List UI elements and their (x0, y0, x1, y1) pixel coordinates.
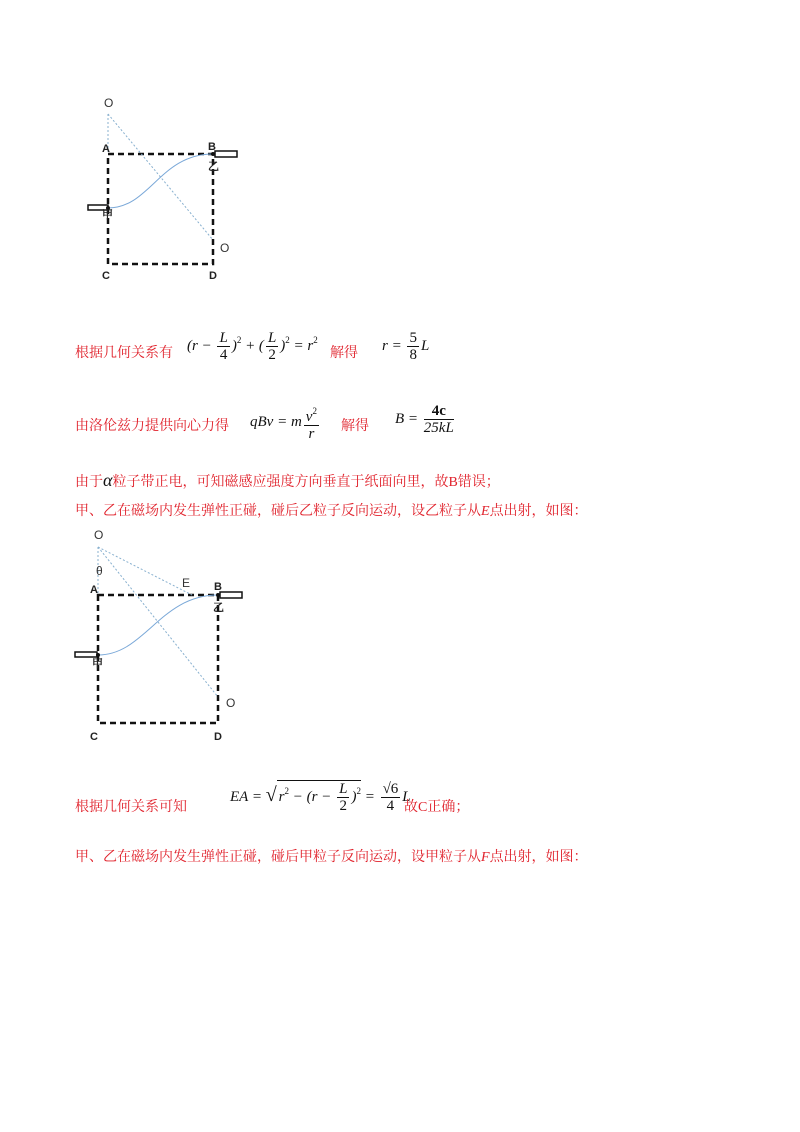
equation-radius-result: r = $\frac{5}{8}$ L (382, 330, 430, 363)
label-O-right: O (220, 241, 230, 255)
text-solve-2: 解得 (341, 418, 369, 434)
label-jia: 甲 (102, 208, 113, 221)
emitter-yi (215, 151, 237, 157)
label-B: B (208, 141, 216, 153)
label-O-top-2: O (94, 528, 104, 542)
magnetic-field-boundary (108, 154, 213, 264)
text-collision-yi: 甲、乙在磁场内发生弹性正碰，碰后乙粒子反向运动，设乙粒子从E点出射，如图： (75, 503, 588, 519)
figure-2 (70, 525, 260, 750)
label-theta: θ (96, 564, 103, 578)
text-field-direction: 由于α粒子带正电，可知磁感应强度方向垂直于纸面向里，故B错误； (75, 470, 500, 490)
label-jia-2: 甲 (92, 657, 103, 670)
label-O-right-2: O (226, 696, 236, 710)
text-geometry-relation-2: 根据几何关系可知 (75, 799, 187, 815)
label-A: A (102, 143, 110, 155)
text-collision-jia: 甲、乙在磁场内发生弹性正碰，碰后甲粒子反向运动，设甲粒子从F点出射，如图： (75, 849, 588, 865)
label-D-2: D (214, 731, 222, 743)
text-lorentz-force: 由洛伦兹力提供向心力得 (75, 418, 229, 434)
particle-yi-2 (216, 593, 220, 597)
label-B-2: B (214, 581, 222, 593)
label-E: E (182, 576, 191, 590)
text-geometry-relation: 根据几何关系有 (75, 345, 173, 361)
label-D: D (209, 270, 217, 282)
label-O-top: O (104, 96, 114, 110)
label-yi-2: 乙 (213, 601, 224, 614)
label-yi: 乙 (208, 160, 219, 173)
text-solve-1: 解得 (330, 345, 358, 361)
trajectory-curve (108, 154, 213, 208)
text-conclusion-C: 故C正确； (404, 799, 470, 815)
equation-EA: EA = √ $r^2 - (r$ − $\frac{L}{2}$ )$^2$ = $\frac{√6}{4}$ L (230, 781, 411, 814)
label-C: C (102, 270, 110, 282)
label-A-2: A (90, 584, 98, 596)
figure-1 (80, 92, 255, 292)
equation-B-result: B = $\frac{4c}{25kL}$ (395, 403, 454, 436)
equation-geometry: (r − $\frac{L}{4}$ )$^2$ + ( $\frac{L}{2}$ )$^2 = r^2$ (187, 330, 318, 363)
label-C-2: C (90, 731, 98, 743)
radius-line-OE (98, 547, 192, 595)
equation-lorentz: qBv = m $\frac{v^2}{r}$ (250, 403, 321, 442)
emitter-yi-2 (220, 592, 242, 598)
trajectory-curve-2 (98, 595, 218, 655)
magnetic-field-boundary-2 (98, 595, 218, 723)
